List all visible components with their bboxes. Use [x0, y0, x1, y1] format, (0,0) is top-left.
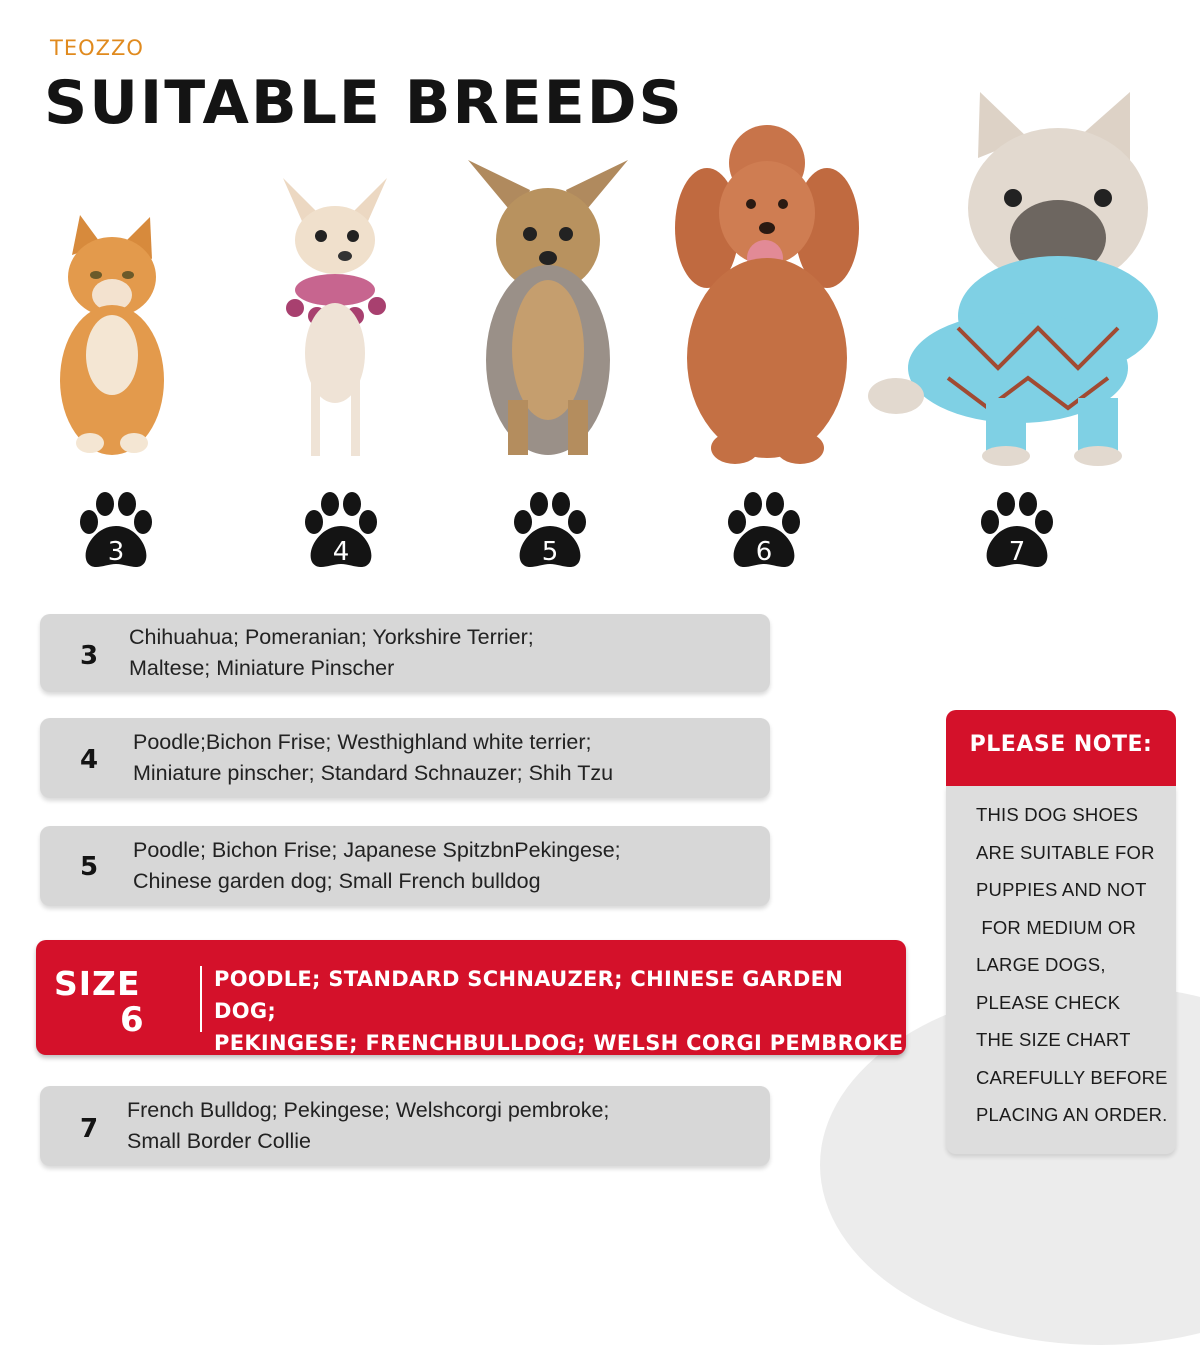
breed-list: [127, 1095, 609, 1157]
breed-line: Poodle; Bichon Frise; Japanese SpitzbnPekingese;: [133, 838, 621, 862]
note-line: LARGE DOGS,: [976, 954, 1106, 975]
breed-line: Chinese garden dog; Small French bulldog: [133, 869, 541, 893]
note-line: FOR MEDIUM OR: [976, 917, 1137, 938]
paw-label: 4: [332, 537, 350, 567]
breed-list: [129, 622, 534, 684]
note-title: PLEASE NOTE:: [969, 732, 1153, 757]
size-number: 5: [79, 852, 99, 882]
yorkshire-terrier-photo: [458, 150, 638, 465]
note-body: [946, 786, 1176, 1154]
paw-label: 6: [755, 537, 773, 567]
paw-size-7-icon: [976, 492, 1058, 570]
note-line: PLACING AN ORDER.: [976, 1104, 1168, 1125]
size-row-5: [40, 826, 770, 906]
page-title: SUITABLE BREEDS: [44, 68, 684, 138]
paw-size-6-icon: [723, 492, 805, 570]
breed-line: POODLE; STANDARD SCHNAUZER; CHINESE GARDEN DOG;: [214, 967, 844, 1023]
breed-line: Poodle;Bichon Frise; Westhighland white terrier;: [133, 730, 592, 754]
note-line: THE SIZE CHART: [976, 1029, 1131, 1050]
chihuahua-photo: [265, 178, 405, 463]
breed-line: Small Border Collie: [127, 1129, 312, 1153]
divider: [200, 966, 202, 1032]
paw-label: 7: [1008, 537, 1026, 567]
size-number: 7: [79, 1114, 99, 1144]
french-bulldog-photo: [868, 88, 1178, 473]
paw-size-5-icon: [509, 492, 591, 570]
size-number: 6: [120, 1000, 144, 1040]
size-number: 4: [79, 745, 99, 775]
paw-label: 3: [107, 537, 125, 567]
paw-size-4-icon: [300, 492, 382, 570]
breed-line: PEKINGESE; FRENCHBULLDOG; WELSH CORGI PEMBROKE: [214, 1031, 904, 1055]
note-line: PLEASE CHECK: [976, 992, 1121, 1013]
breed-list: [214, 963, 906, 1059]
breed-line: Maltese; Miniature Pinscher: [129, 656, 395, 680]
size-number: 3: [79, 641, 99, 671]
breed-list: [133, 727, 613, 789]
paw-size-3-icon: [75, 492, 157, 570]
breed-line: Chihuahua; Pomeranian; Yorkshire Terrier;: [129, 625, 534, 649]
breed-list: [133, 835, 621, 897]
size-row-4: [40, 718, 770, 798]
note-line: ARE SUITABLE FOR: [976, 842, 1155, 863]
size-row-3: [40, 614, 770, 692]
breed-line: French Bulldog; Pekingese; Welshcorgi pembroke;: [127, 1098, 610, 1122]
brand-logo: TEOZZO: [50, 36, 144, 60]
note-header: [946, 710, 1176, 786]
size-word: SIZE: [54, 964, 141, 1003]
note-line: PUPPIES AND NOT: [976, 879, 1147, 900]
cat-photo: [50, 215, 175, 460]
poodle-photo: [675, 118, 860, 473]
note-line: THIS DOG SHOES: [976, 804, 1139, 825]
note-line: CAREFULLY BEFORE: [976, 1067, 1168, 1088]
paw-label: 5: [541, 537, 559, 567]
size-row-7: [40, 1086, 770, 1166]
size-row-6-highlight: [36, 940, 906, 1055]
breed-line: Miniature pinscher; Standard Schnauzer; Shih Tzu: [133, 761, 614, 785]
